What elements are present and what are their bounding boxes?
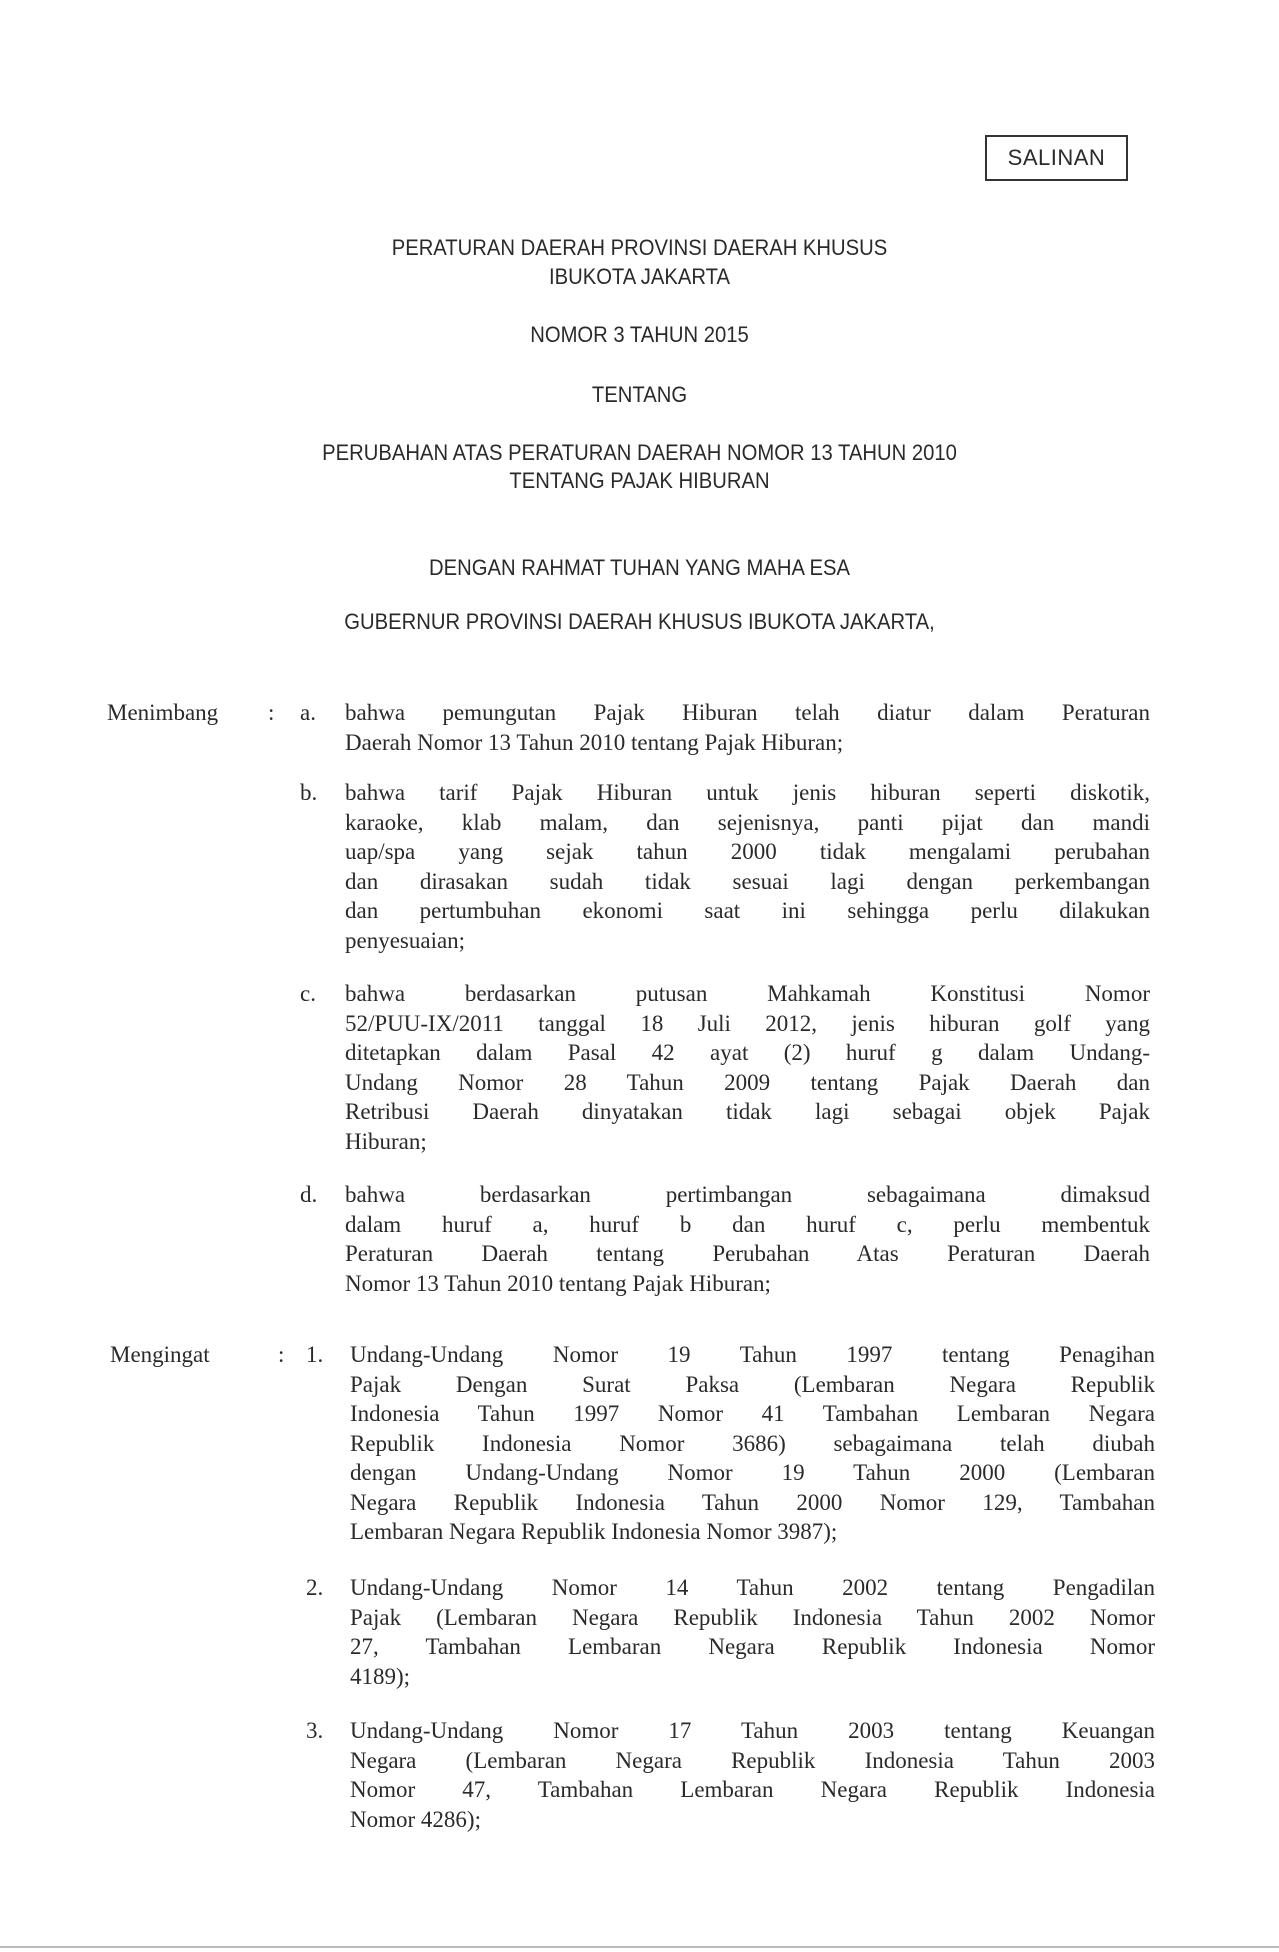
text-line: karaoke, klab malam, dan sejenisnya, panti pijat dan mandi [345,809,1150,835]
blessing: DENGAN RAHMAT TUHAN YANG MAHA ESA [428,555,850,580]
text-line: dalam huruf a, huruf b dan huruf c, perlu membentuk [345,1211,1150,1237]
about-heading: TENTANG [591,382,688,407]
text-line: Undang-Undang Nomor 19 Tahun 1997 tentang Penagihan [350,1342,1155,1367]
text-line: Pajak (Lembaran Negara Republik Indonesia Tahun 2002 Nomor [350,1604,1155,1630]
subject-line-1: PERUBAHAN ATAS PERATURAN DAERAH NOMOR 13 TAHUN 2010 [322,440,957,465]
text-line: ditetapkan dalam Pasal 42 ayat (2) huruf g dalam Undang- [345,1040,1150,1065]
menimbang-item-marker: d. [300,1182,318,1207]
title-line-2: IBUKOTA JAKARTA [548,264,731,289]
text-line: uap/spa yang sejak tahun 2000 tidak mengalami perubahan [345,839,1150,864]
text-line: dengan Undang-Undang Nomor 19 Tahun 2000 (Lembaran [350,1460,1155,1485]
text-line: Hiburan; [345,1128,427,1154]
text-line: penyesuaian; [345,927,466,953]
menimbang-label: Menimbang [107,700,219,725]
salinan-stamp: SALINAN [985,135,1128,181]
text-line: Undang Nomor 28 Tahun 2009 tentang Pajak Daerah dan [345,1069,1150,1095]
text-line: Republik Indonesia Nomor 3686) sebagaimana telah diubah [350,1430,1155,1456]
subject-line-2: TENTANG PAJAK HIBURAN [509,468,770,493]
text-line: Nomor 47, Tambahan Lembaran Negara Republik Indonesia [350,1777,1155,1802]
menimbang-item [345,698,1150,757]
text-line: Peraturan Daerah tentang Perubahan Atas Peraturan Daerah [345,1241,1150,1266]
mengingat-item [350,1573,1155,1691]
mengingat-colon: : [278,1342,285,1367]
text-line: Daerah Nomor 13 Tahun 2010 tentang Pajak Hiburan; [345,729,844,755]
title-line-1: PERATURAN DAERAH PROVINSI DAERAH KHUSUS [391,235,888,260]
text-line: bahwa pemungutan Pajak Hiburan telah diatur dalam Peraturan [345,700,1150,725]
menimbang-item [345,778,1150,955]
mengingat-label: Mengingat [110,1342,210,1367]
text-line: 52/PUU-IX/2011 tanggal 18 Juli 2012, jenis hiburan golf yang [345,1010,1150,1036]
text-line: 27, Tambahan Lembaran Negara Republik Indonesia Nomor [350,1634,1155,1659]
text-line: Pajak Dengan Surat Paksa (Lembaran Negara Republik [350,1371,1155,1397]
text-line: Lembaran Negara Republik Indonesia Nomor 3987); [350,1519,838,1544]
text-line: Nomor 13 Tahun 2010 tentang Pajak Hiburan; [345,1270,771,1296]
text-line: bahwa berdasarkan pertimbangan sebagaimana dimaksud [345,1182,1150,1207]
text-line: bahwa berdasarkan putusan Mahkamah Konstitusi Nomor [345,981,1150,1006]
text-line: 4189); [350,1663,411,1689]
mengingat-item-marker: 2. [306,1575,324,1600]
text-line: Negara (Lembaran Negara Republik Indonesia Tahun 2003 [350,1747,1155,1773]
text-line: Undang-Undang Nomor 17 Tahun 2003 tentang Keuangan [350,1718,1155,1743]
text-line: Retribusi Daerah dinyatakan tidak lagi sebagai objek Pajak [345,1099,1150,1124]
text-line: Undang-Undang Nomor 14 Tahun 2002 tentang Pengadilan [350,1575,1155,1600]
menimbang-item [345,979,1150,1156]
menimbang-item-marker: c. [300,981,316,1006]
menimbang-colon: : [268,700,275,725]
text-line: dan dirasakan sudah tidak sesuai lagi dengan perkembangan [345,868,1150,894]
mengingat-item [350,1340,1155,1547]
mengingat-item-marker: 1. [306,1342,324,1367]
menimbang-item-marker: b. [300,780,318,805]
text-line: Nomor 4286); [350,1806,481,1832]
governor-heading: GUBERNUR PROVINSI DAERAH KHUSUS IBUKOTA JAKARTA, [344,609,935,634]
page-bottom-rule [0,1946,1279,1948]
menimbang-item-marker: a. [300,700,316,725]
mengingat-item-marker: 3. [306,1718,324,1743]
text-line: Negara Republik Indonesia Tahun 2000 Nomor 129, Tambahan [350,1489,1155,1515]
menimbang-item [345,1180,1150,1298]
mengingat-item [350,1716,1155,1834]
regulation-number: NOMOR 3 TAHUN 2015 [530,322,749,347]
text-line: bahwa tarif Pajak Hiburan untuk jenis hiburan seperti diskotik, [345,780,1150,805]
text-line: dan pertumbuhan ekonomi saat ini sehingga perlu dilakukan [345,898,1150,923]
text-line: Indonesia Tahun 1997 Nomor 41 Tambahan Lembaran Negara [350,1401,1155,1426]
